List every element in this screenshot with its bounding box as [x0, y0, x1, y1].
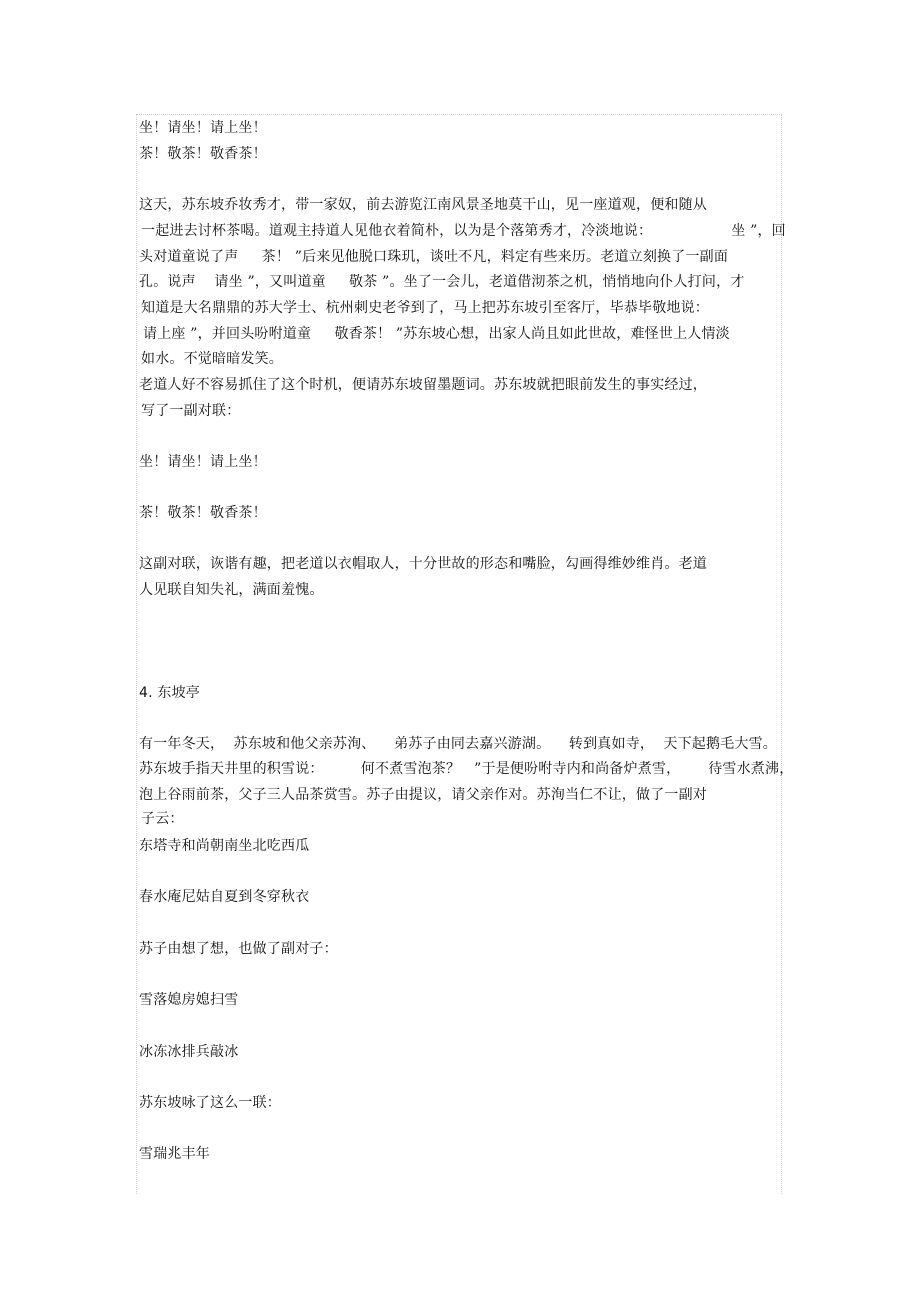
commentary-line: 这副对联，诙谐有趣，把老道以衣帽取人，十分世故的形态和嘴脸，勾画得维妙维肖。老道	[139, 556, 707, 572]
section-heading: 4. 东坡亭	[139, 685, 201, 701]
couplet-line-1: 坐！请坐！请上坐！	[139, 454, 267, 470]
story-paragraph-line: 头对道童说了声 茶！ ”后来见他脱口珠玑，谈吐不凡，料定有些来历。老道立刻换了一副面	[139, 249, 729, 265]
story-paragraph-line: 苏子由想了想，也做了副对子：	[139, 941, 338, 957]
story-paragraph-line: 子云：	[141, 811, 184, 827]
couplet-line-2: 春水庵尼姑自夏到冬穿秋衣	[139, 889, 310, 905]
couplet-line-2: 茶！敬茶！敬香茶！	[139, 505, 267, 521]
couplet-line-2: 冰冻冰排兵敲冰	[139, 1044, 239, 1060]
commentary-line: 人见联自知失礼，满面羞愧。	[139, 582, 324, 598]
story-paragraph-line: 老道人好不容易抓住了这个时机，便请苏东坡留墨题词。苏东坡就把眼前发生的事实经过，	[139, 377, 707, 393]
story-paragraph-line: 知道是大名鼎鼎的苏大学士、杭州刺史老爷到了，马上把苏东坡引至客厅，毕恭毕敬地说：	[141, 300, 709, 316]
story-paragraph-line: 这天，苏东坡乔妆秀才，带一家奴，前去游览江南风景圣地莫干山，见一座道观，便和随从	[139, 197, 707, 213]
story-paragraph-line: 请上座 ”，并回头吩咐道童 敬香茶！ ”苏东坡心想，出家人尚且如此世故，难怪世上人情淡	[143, 326, 730, 342]
story-paragraph-line: 如水。不觉暗暗发笑。	[141, 351, 283, 367]
story-paragraph-line: 一起进去讨杯茶喝。道观主持道人见他衣着简朴，以为是个落第秀才，冷淡地说： 坐 ”，回	[141, 223, 786, 239]
couplet-line-1: 雪瑞兆丰年	[139, 1146, 210, 1162]
couplet-line-1: 坐！请坐！请上坐！	[139, 120, 267, 136]
couplet-line-1: 雪落媳房媳扫雪	[139, 992, 239, 1008]
story-paragraph-line: 孔。说声 请坐 ”，又叫道童 敬茶 ”。坐了一会儿，老道借沏茶之机，悄悄地向仆人打问，才	[139, 274, 745, 290]
story-paragraph-line: 写了一副对联：	[141, 403, 241, 419]
couplet-line-1: 东塔寺和尚朝南坐北吃西瓜	[139, 838, 310, 854]
story-paragraph-line: 苏东坡手指天井里的积雪说： 何不煮雪泡茶？ ”于是便吩咐寺内和尚备炉煮雪， 待雪水煮沸，	[139, 761, 794, 777]
story-paragraph-line: 有一年冬天， 苏东坡和他父亲苏洵、 弟苏子由同去嘉兴游湖。 转到真如寺， 天下起鹅毛大雪。	[139, 736, 777, 752]
couplet-line-2: 茶！敬茶！敬香茶！	[139, 146, 267, 162]
story-paragraph-line: 苏东坡咏了这么一联：	[139, 1095, 281, 1111]
story-paragraph-line: 泡上谷雨前茶，父子三人品茶赏雪。苏子由提议，请父亲作对。苏洵当仁不让，做了一副对	[139, 787, 707, 803]
